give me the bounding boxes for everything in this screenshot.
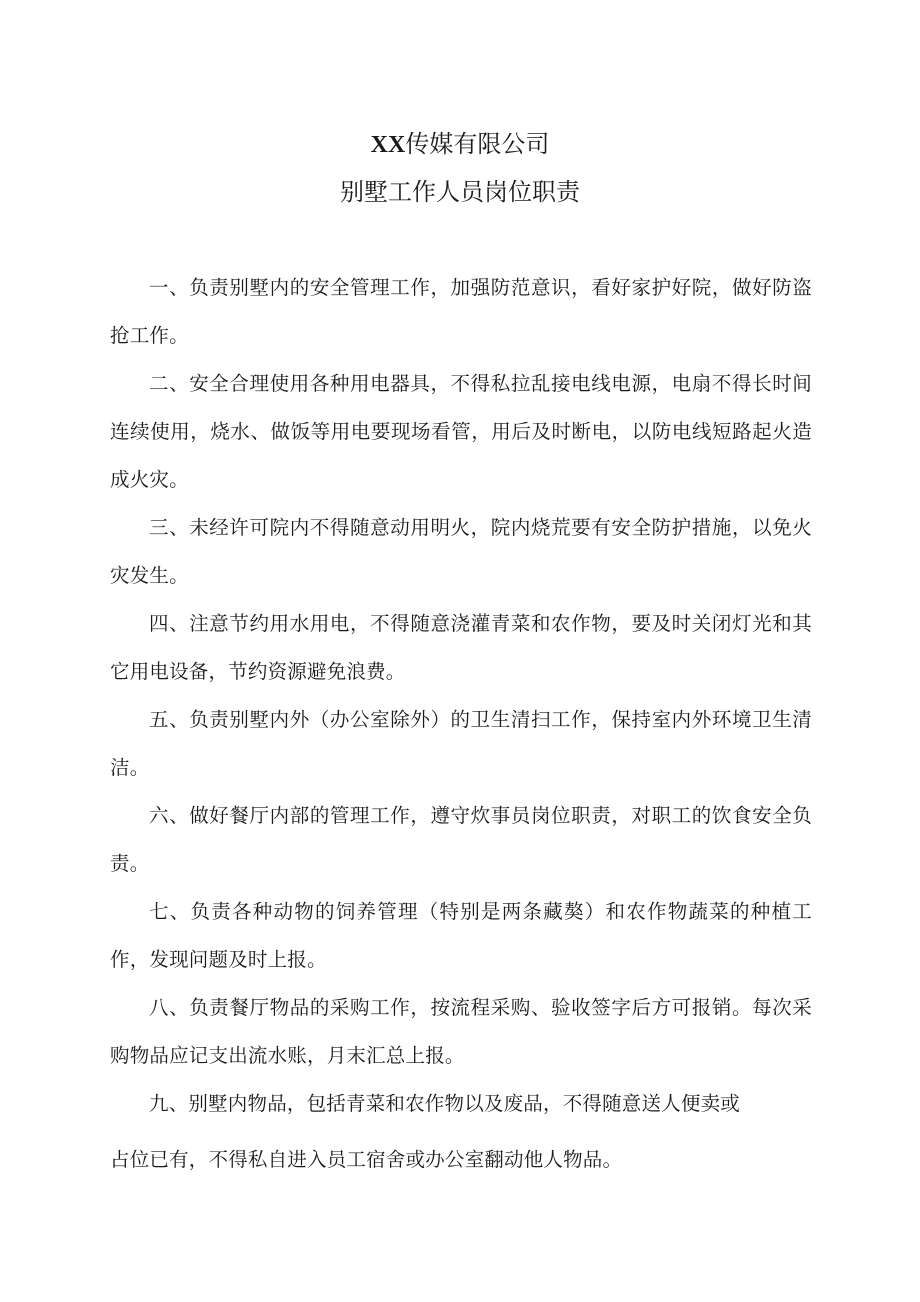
duty-item-9-line-1: 九、别墅内物品，包括青菜和农作物以及废品，不得随意送人便卖或	[149, 1092, 741, 1115]
duty-item-5: 五、负责别墅内外（办公室除外）的卫生清扫工作，保持室内外环境卫生清洁。	[110, 708, 812, 779]
duty-item-6: 六、做好餐厅内部的管理工作，遵守炊事员岗位职责，对职工的饮食安全负责。	[110, 804, 812, 875]
duty-item-1: 一、负责别墅内的安全管理工作，加强防范意识，看好家护好院，做好防盗抢工作。	[110, 276, 812, 347]
duty-item-4: 四、注意节约用水用电，不得随意浇灌青菜和农作物，要及时关闭灯光和其它用电设备，节约资源避免浪费。	[110, 612, 812, 683]
company-name: 传媒有限公司	[405, 130, 550, 158]
document-title: 别墅工作人员岗位职责	[340, 178, 580, 206]
duty-item-2: 二、安全合理使用各种用电器具，不得私拉乱接电线电源，电扇不得长时间连续使用，烧水、做饭等用电要现场看管，用后及时断电，以防电线短路起火造成火灾。	[110, 372, 812, 491]
company-brand: XX	[370, 132, 406, 158]
duty-item-3: 三、未经许可院内不得随意动用明火，院内烧荒要有安全防护措施，以免火灾发生。	[110, 516, 812, 587]
duty-item-9-line-2: 占位已有，不得私自进入员工宿舍或办公室翻动他人物品。	[110, 1148, 623, 1171]
company-title	[0, 129, 920, 160]
duty-item-8: 八、负责餐厅物品的采购工作，按流程采购、验收签字后方可报销。每次采购物品应记支出流水账，月末汇总上报。	[110, 996, 812, 1067]
duty-item-7: 七、负责各种动物的饲养管理（特别是两条藏獒）和农作物蔬菜的种植工作，发现问题及时上报。	[110, 900, 812, 971]
